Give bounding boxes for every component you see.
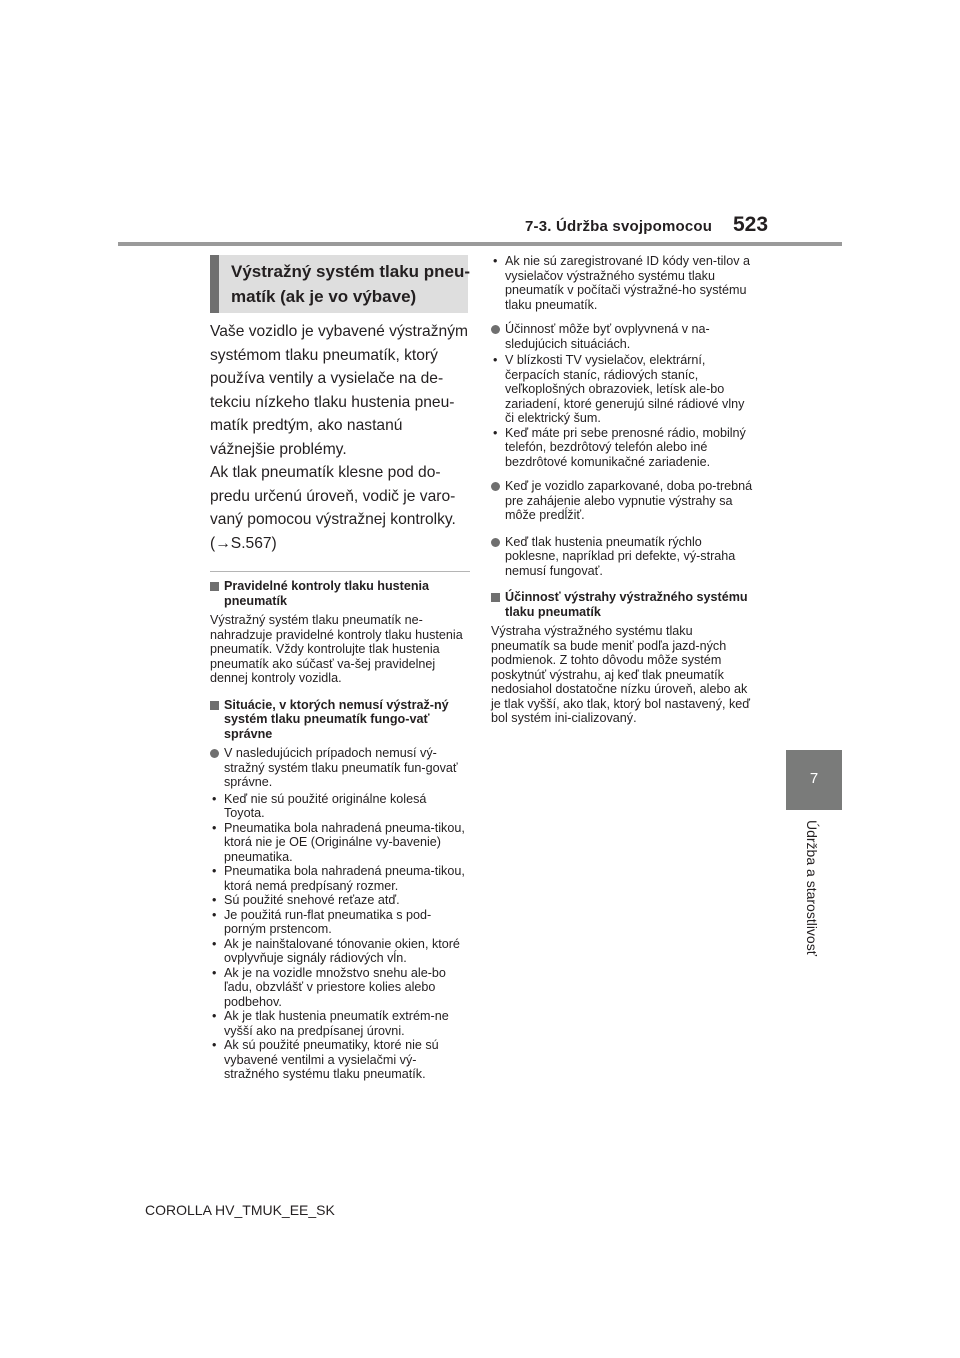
list-item: • Je použitá run-flat pneumatika s pod-porným prstencom. — [212, 907, 432, 936]
list-item: • Ak je na vozidle množstvo snehu ale-bo ľadu, obzvlášť v priestore kolies alebo podbehov. — [212, 965, 446, 1009]
topic-heading: Výstražný systém tlaku pneu-matík (ak je vo výbave) — [231, 262, 471, 306]
list-item: • Ak je tlak hustenia pneumatík extrém-ne vyšší ako na predpísanej úrovni. — [212, 1009, 449, 1038]
page-number: 523 — [733, 213, 769, 236]
topic-heading-box — [210, 255, 471, 313]
paragraph-warning-effectiveness: Výstraha výstražného systému tlaku pneumatík sa bude meniť podľa jazd-ných podmienok. Z tohto dôvodu môže systém poskytnúť výstrahu, aj keď tlak pneumatík nedosiahol dostatočne nízku úroveň, alebo ak je tlak vyšší, ako tlak, ktorý bol nastavený, keď bol systém ini-cializovaný. — [491, 624, 751, 725]
circle-bullet-icon — [491, 538, 500, 547]
list-item: • Ak sú použité pneumatiky, ktoré nie sú vybavené ventilmi a vysielačmi vý-stražného systému tlaku pneumatík. — [212, 1038, 439, 1081]
header-rule — [118, 242, 842, 246]
section-title: 7-3. Údržba svojpomocou — [525, 218, 713, 235]
list-item: • V blízkosti TV vysielačov, elektrární, čerpacích staníc, rádiových staníc, veľkoplošných obrazoviek, letísk ale-bo zariadení, ktoré generujú silné rádiové vlny či elektrický šum. — [493, 353, 745, 425]
footer-model-code: COROLLA HV_TMUK_EE_SK — [145, 1202, 335, 1218]
list-item: • Ak je nainštalované tónovanie okien, ktoré ovplyvňuje signály rádiových vĺn. — [212, 936, 460, 965]
chapter-label: Údržba a starostlivosť — [804, 820, 820, 956]
list-item: • Pneumatika bola nahradená pneuma-tikou, ktorá nemá predpísaný rozmer. — [212, 864, 465, 893]
subheading-regular-checks: Pravidelné kontroly tlaku hustenia pneumatík — [210, 579, 470, 608]
circle-bullet-icon — [210, 749, 219, 758]
square-bullet-icon — [491, 593, 500, 602]
circle-item: V nasledujúcich prípadoch nemusí vý-stražný systém tlaku pneumatík fun-govať správne. — [210, 746, 470, 790]
section-divider — [210, 571, 470, 572]
list-item: • Sú použité snehové reťaze atď. — [212, 893, 400, 907]
subheading-warning-effectiveness: Účinnosť výstrahy výstražného systému tlaku pneumatík — [491, 590, 753, 619]
circle-bullet-icon — [491, 482, 500, 491]
list-item: • Keď nie sú použité originálne kolesá Toyota. — [212, 791, 427, 820]
list-item: • Pneumatika bola nahradená pneuma-tikou, ktorá nie je OE (Originálne vy-bavenie) pneumatika. — [212, 820, 465, 864]
right-column — [491, 254, 753, 738]
square-bullet-icon — [210, 701, 219, 710]
chapter-number: 7 — [809, 770, 819, 787]
circle-item: Keď je vozidlo zaparkované, doba po-trebná pre zahájenie alebo vypnutie výstrahy sa môže predĺžiť. — [491, 479, 753, 523]
intro-paragraph-2: Ak tlak pneumatík klesne pod do-predu určenú úroveň, vodič je varo-vaný pomocou výstražnej kontrolky. — [210, 464, 456, 528]
intro-text — [210, 320, 470, 555]
intro-paragraph-1: Vaše vozidlo je vybavené výstražným systémom tlaku pneumatík, ktorý používa ventily a vysielače na de-tekciu nízkeho tlaku hustenia pneu-matík predtým, ako nastanú vážnejšie problémy. — [210, 323, 468, 458]
list-item: • Keď máte pri sebe prenosné rádio, mobilný telefón, bezdrôtový telefón alebo iné bezdrôtové komunikačné zariadenie. — [493, 425, 746, 469]
paragraph-regular-checks: Výstražný systém tlaku pneumatík ne-nahradzuje pravidelné kontroly tlaku hustenia pneumatík. Vždy kontrolujte tlak hustenia pneumatík ako súčasť va-šej pravidelnej dennej kontroly vozidla. — [210, 613, 463, 685]
circle-item: Účinnosť môže byť ovplyvnená v na-sledujúcich situáciách. — [491, 322, 753, 351]
square-bullet-icon — [210, 582, 219, 591]
left-column — [210, 320, 470, 1082]
list-item: • Ak nie sú zaregistrované ID kódy ven-tilov a vysielačov výstražného systému tlaku pneumatík v počítači výstražné-ho systému tlaku pneumatík. — [493, 254, 750, 312]
subheading-situations: Situácie, v ktorých nemusí výstraž-ný systém tlaku pneumatík fungo-vať správne — [210, 698, 470, 742]
page-reference: (→S.567) — [210, 534, 277, 552]
circle-bullet-icon — [491, 325, 500, 334]
circle-item: Keď tlak hustenia pneumatík rýchlo poklesne, napríklad pri defekte, vý-straha nemusí fungovať. — [491, 535, 753, 579]
chapter-tab — [786, 750, 842, 810]
